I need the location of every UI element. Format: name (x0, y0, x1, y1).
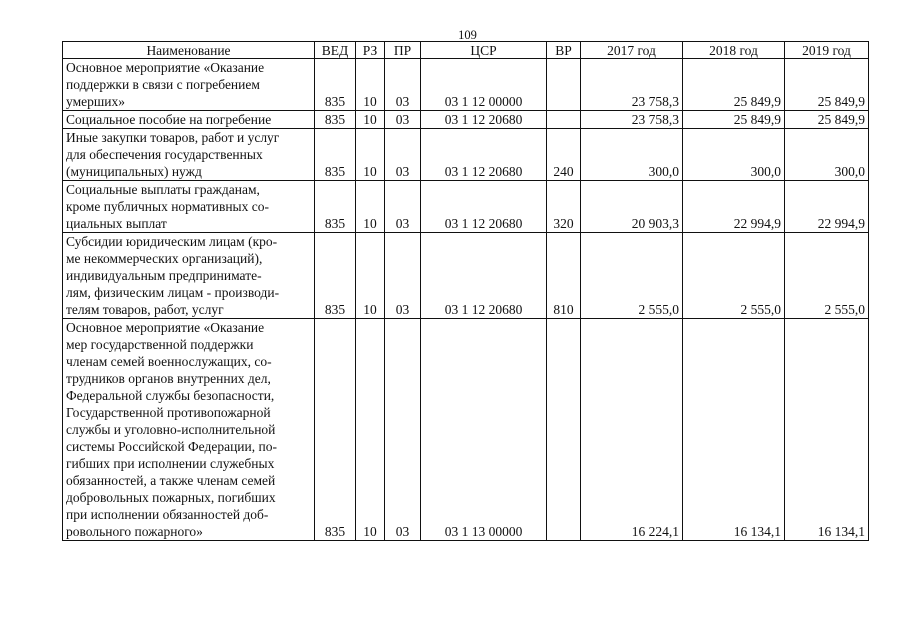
row-vr (547, 59, 581, 111)
table-row (63, 233, 869, 319)
row-csr: 03 1 12 20680 (421, 233, 547, 319)
row-pr: 03 (385, 233, 421, 319)
row-ved: 835 (315, 129, 356, 181)
row-vr: 320 (547, 181, 581, 233)
row-rz: 10 (356, 233, 385, 319)
header-csr: ЦСР (421, 42, 547, 59)
table-row (63, 111, 869, 129)
row-pr: 03 (385, 129, 421, 181)
row-2019: 300,0 (785, 129, 869, 181)
row-name: Социальные выплаты гражданам, кроме публичных нормативных со- циальных выплат (63, 181, 315, 233)
table-row (63, 59, 869, 111)
row-2017: 23 758,3 (581, 111, 683, 129)
row-2019: 2 555,0 (785, 233, 869, 319)
budget-table (62, 41, 869, 541)
row-pr: 03 (385, 59, 421, 111)
row-pr: 03 (385, 319, 421, 541)
row-rz: 10 (356, 129, 385, 181)
row-2017: 16 224,1 (581, 319, 683, 541)
header-2018: 2018 год (683, 42, 785, 59)
row-2018: 22 994,9 (683, 181, 785, 233)
header-vr: ВР (547, 42, 581, 59)
row-2017: 300,0 (581, 129, 683, 181)
row-csr: 03 1 12 00000 (421, 59, 547, 111)
row-vr (547, 111, 581, 129)
row-2018: 25 849,9 (683, 59, 785, 111)
row-2019: 25 849,9 (785, 59, 869, 111)
row-2018: 300,0 (683, 129, 785, 181)
row-2019: 22 994,9 (785, 181, 869, 233)
row-name: Иные закупки товаров, работ и услуг для обеспечения государственных (муниципальных) нужд (63, 129, 315, 181)
row-2018: 25 849,9 (683, 111, 785, 129)
row-ved: 835 (315, 233, 356, 319)
row-vr: 240 (547, 129, 581, 181)
row-rz: 10 (356, 111, 385, 129)
page-number: 109 (458, 28, 477, 42)
row-name: Субсидии юридическим лицам (кро- ме некоммерческих организаций), индивидуальным предпринимате- лям, физическим лицам - производи- телям товаров, работ, услуг (63, 233, 315, 319)
row-ved: 835 (315, 59, 356, 111)
header-2019: 2019 год (785, 42, 869, 59)
row-2019: 25 849,9 (785, 111, 869, 129)
row-rz: 10 (356, 181, 385, 233)
row-2017: 23 758,3 (581, 59, 683, 111)
row-rz: 10 (356, 319, 385, 541)
row-ved: 835 (315, 181, 356, 233)
header-ved: ВЕД (315, 42, 356, 59)
table-row (63, 319, 869, 541)
row-ved: 835 (315, 319, 356, 541)
row-name: Социальное пособие на погребение (63, 111, 315, 129)
row-2019: 16 134,1 (785, 319, 869, 541)
row-name: Основное мероприятие «Оказание поддержки в связи с погребением умерших» (63, 59, 315, 111)
row-rz: 10 (356, 59, 385, 111)
header-name: Наименование (63, 42, 315, 59)
row-2017: 20 903,3 (581, 181, 683, 233)
row-csr: 03 1 12 20680 (421, 129, 547, 181)
table-row (63, 129, 869, 181)
header-pr: ПР (385, 42, 421, 59)
table-row (63, 181, 869, 233)
row-pr: 03 (385, 181, 421, 233)
header-rz: РЗ (356, 42, 385, 59)
row-csr: 03 1 12 20680 (421, 111, 547, 129)
row-vr: 810 (547, 233, 581, 319)
row-csr: 03 1 13 00000 (421, 319, 547, 541)
table-header-row (63, 42, 869, 59)
row-csr: 03 1 12 20680 (421, 181, 547, 233)
row-2018: 2 555,0 (683, 233, 785, 319)
header-2017: 2017 год (581, 42, 683, 59)
row-2018: 16 134,1 (683, 319, 785, 541)
table-body (63, 59, 869, 541)
row-name: Основное мероприятие «Оказание мер государственной поддержки членам семей военнослужащих, со- трудников органов внутренних дел, Федеральной службы безопасности, Государственной противопожарной службы и уголовно-исполнительной системы Российской Федерации, по- гибших при исполнении служебных обязанностей, а также членам семей добровольных пожарных, погибших при исполнении обязанностей доб- ровольного пожарного» (63, 319, 315, 541)
row-vr (547, 319, 581, 541)
row-2017: 2 555,0 (581, 233, 683, 319)
row-ved: 835 (315, 111, 356, 129)
row-pr: 03 (385, 111, 421, 129)
